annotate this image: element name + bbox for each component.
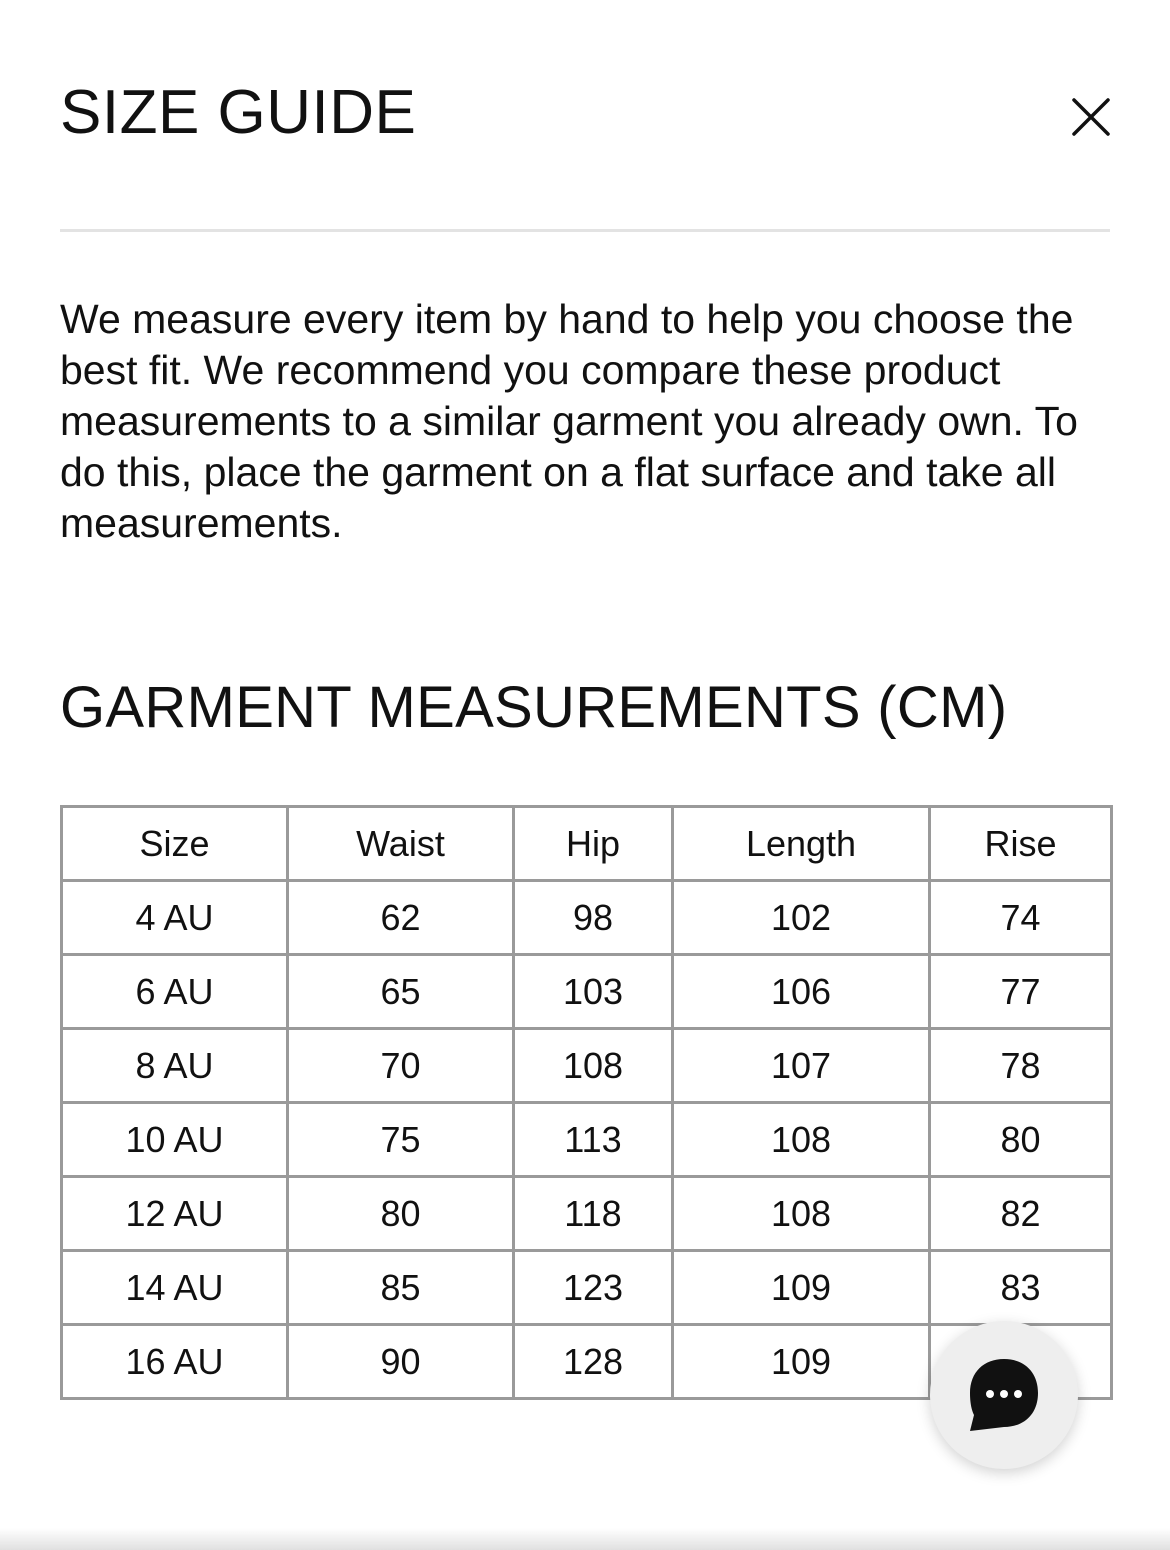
cell-hip: 113 (514, 1103, 673, 1177)
chat-button[interactable] (930, 1321, 1078, 1469)
cell-length: 102 (673, 881, 930, 955)
measurements-table (60, 805, 1113, 1400)
cell-waist: 85 (288, 1251, 514, 1325)
cell-waist: 70 (288, 1029, 514, 1103)
cell-size: 8 AU (62, 1029, 288, 1103)
cell-waist: 62 (288, 881, 514, 955)
cell-size: 14 AU (62, 1251, 288, 1325)
cell-length: 107 (673, 1029, 930, 1103)
table-row (62, 1177, 1112, 1251)
cell-length: 109 (673, 1325, 930, 1399)
header-size: Size (62, 807, 288, 881)
cell-rise: 74 (930, 881, 1112, 955)
cell-hip: 103 (514, 955, 673, 1029)
header-hip: Hip (514, 807, 673, 881)
cell-rise: 83 (930, 1251, 1112, 1325)
cell-hip: 118 (514, 1177, 673, 1251)
cell-size: 10 AU (62, 1103, 288, 1177)
cell-rise: 80 (930, 1103, 1112, 1177)
table-row (62, 1103, 1112, 1177)
header-length: Length (673, 807, 930, 881)
header-rise: Rise (930, 807, 1112, 881)
header-waist: Waist (288, 807, 514, 881)
modal-header (60, 0, 1110, 232)
table-header-row (62, 807, 1112, 881)
cell-length: 108 (673, 1103, 930, 1177)
cell-hip: 98 (514, 881, 673, 955)
cell-hip: 108 (514, 1029, 673, 1103)
close-icon (1072, 98, 1110, 136)
table-row (62, 955, 1112, 1029)
chat-bubble-icon (968, 1357, 1040, 1433)
cell-rise: 77 (930, 955, 1112, 1029)
bottom-sheet-edge (0, 1528, 1170, 1550)
cell-size: 16 AU (62, 1325, 288, 1399)
cell-rise: 78 (930, 1029, 1112, 1103)
cell-waist: 75 (288, 1103, 514, 1177)
cell-size: 4 AU (62, 881, 288, 955)
cell-length: 106 (673, 955, 930, 1029)
cell-length: 109 (673, 1251, 930, 1325)
table-row (62, 1029, 1112, 1103)
cell-hip: 123 (514, 1251, 673, 1325)
cell-size: 12 AU (62, 1177, 288, 1251)
cell-hip: 128 (514, 1325, 673, 1399)
table-row (62, 1251, 1112, 1325)
cell-waist: 80 (288, 1177, 514, 1251)
table-row (62, 881, 1112, 955)
section-title: GARMENT MEASUREMENTS (CM) (60, 675, 1008, 740)
cell-rise: 82 (930, 1177, 1112, 1251)
cell-waist: 90 (288, 1325, 514, 1399)
cell-waist: 65 (288, 955, 514, 1029)
intro-text: We measure every item by hand to help you choose the best fit. We recommend you compare these product measurements to a similar garment you already own. To do this, place the garment on a flat surface and take all measurements. (60, 296, 1078, 546)
cell-length: 108 (673, 1177, 930, 1251)
cell-size: 6 AU (62, 955, 288, 1029)
close-button[interactable] (1072, 98, 1110, 136)
page-title: SIZE GUIDE (60, 78, 417, 147)
